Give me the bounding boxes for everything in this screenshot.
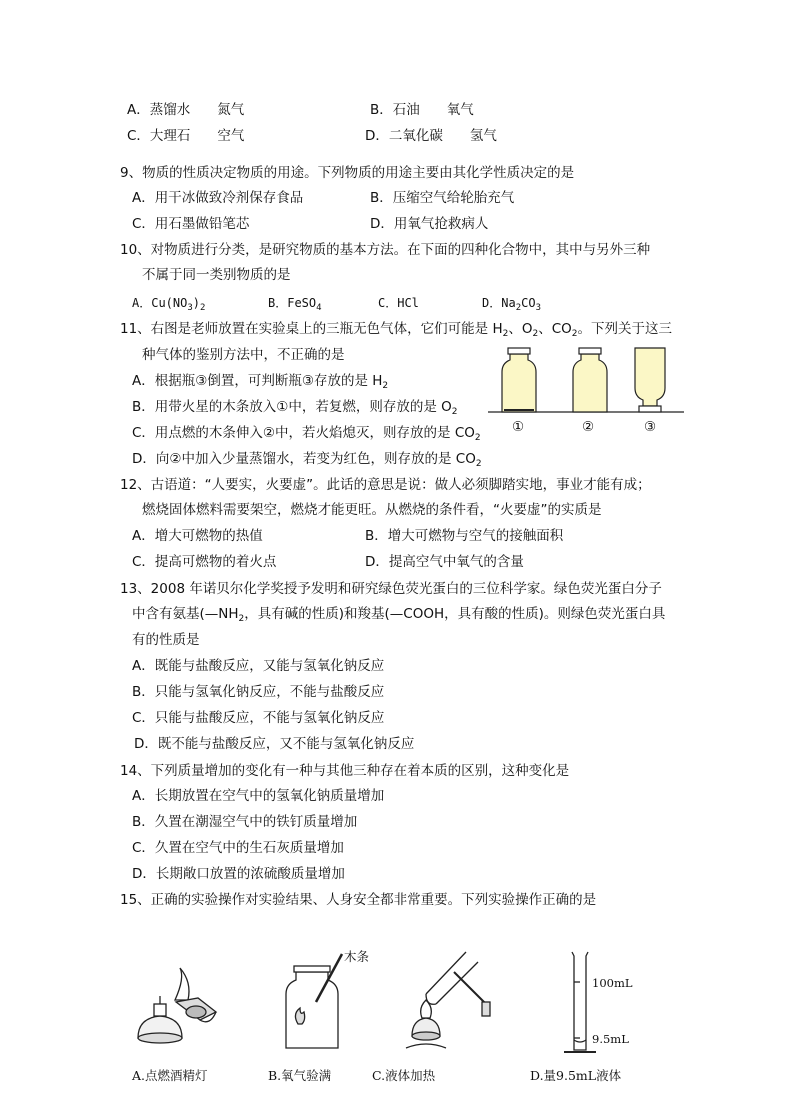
q12-stem-line2: 燃烧固体燃料需要架空，燃烧才能更旺。从燃烧的条件看，“火要虚”的实质是 — [142, 502, 602, 518]
q12-option-c: C．提高可燃物的着火点 — [132, 554, 277, 570]
q10-stem-line1: 10、对物质进行分类，是研究物质的基本方法。在下面的四种化合物中，其中与另外三种 — [120, 242, 651, 258]
q13-option-d: D．既不能与盐酸反应，又不能与氢氧化钠反应 — [134, 736, 415, 752]
q13-option-c: C．只能与盐酸反应，不能与氢氧化钠反应 — [132, 710, 385, 726]
q8-option-b: B．石油 氧气 — [370, 102, 474, 118]
bottle-2-upright — [573, 348, 607, 412]
bottle-3-label: ③ — [644, 419, 657, 435]
q15-stem: 15、正确的实验操作对实验结果、人身安全都非常重要。下列实验操作正确的是 — [120, 892, 597, 908]
q9-stem: 9、物质的性质决定物质的用途。下列物质的用途主要由其化学性质决定的是 — [120, 165, 575, 181]
cylinder-bottom-label: 9.5mL — [592, 1032, 629, 1046]
q9-option-a: A．用干冰做致冷剂保存食品 — [132, 190, 304, 206]
q11-option-a: A．根据瓶③倒置，可判断瓶③存放的是 $H_2$ — [132, 373, 389, 391]
bottle-3-inverted — [635, 348, 665, 412]
q13-stem-line3: 有的性质是 — [132, 632, 200, 648]
q10-option-a: A．$Cu(NO_3)_2$ — [132, 296, 206, 313]
cylinder-top-label: 100mL — [592, 976, 633, 990]
q10-option-c: C．HCl — [378, 296, 419, 310]
caption-c: C.液体加热 — [372, 1068, 436, 1083]
q8-option-d: D．二氧化碳 氢气 — [365, 128, 497, 144]
q11-option-b: B．用带火星的木条放入①中，若复燃，则存放的是 $O_2$ — [132, 399, 458, 417]
q12-option-a: A．增大可燃物的热值 — [132, 528, 263, 544]
q11-option-c: C．用点燃的木条伸入②中，若火焰熄灭，则存放的是 $CO_2$ — [132, 425, 481, 443]
q14-option-b: B．久置在潮湿空气中的铁钉质量增加 — [132, 814, 358, 830]
q12-stem-line1: 12、古语道：“人要实，火要虚”。此话的意思是说：做人必须脚踏实地，事业才能有成； — [120, 477, 651, 493]
q10-option-b: B．FeSO$_4$ — [268, 296, 322, 313]
q14-option-c: C．久置在空气中的生石灰质量增加 — [132, 840, 344, 856]
caption-b: B.氧气验满 — [268, 1068, 332, 1083]
q13-option-a: A．既能与盐酸反应，又能与氢氧化钠反应 — [132, 658, 385, 674]
q9-option-d: D．用氧气抢救病人 — [370, 216, 489, 232]
q12-option-d: D．提高空气中氧气的含量 — [365, 554, 524, 570]
q9-option-b: B．压缩空气给轮胎充气 — [370, 190, 515, 206]
q14-stem: 14、下列质量增加的变化有一种与其他三种存在着本质的区别，这种变化是 — [120, 763, 570, 779]
q11-stem-line1: 11、右图是老师放置在实验桌上的三瓶无色气体，它们可能是 $H_2$、$O_2$、$CO_2$。下列关于这三 — [120, 321, 673, 339]
q10-stem-line2: 不属于同一类别物质的是 — [142, 267, 291, 283]
caption-a: A.点燃酒精灯 — [132, 1068, 208, 1083]
q14-option-d: D．长期敞口放置的浓硫酸质量增加 — [132, 866, 345, 882]
figure-a-lighting-lamp — [130, 968, 230, 1058]
q14-option-a: A．长期放置在空气中的氢氧化钠质量增加 — [132, 788, 385, 804]
q9-option-c: C．用石墨做铅笔芯 — [132, 216, 250, 232]
bottle-2-label: ② — [582, 419, 595, 435]
bottle-1-label: ① — [512, 419, 525, 435]
q8-option-a: A．蒸馏水 氮气 — [127, 102, 245, 118]
bottle-1-upright — [502, 348, 536, 412]
caption-d: D.量9.5mL液体 — [530, 1068, 622, 1083]
q13-stem-line1: 13、2008 年诺贝尔化学奖授予发明和研究绿色荧光蛋白的三位科学家。绿色荧光蛋白分子 — [120, 581, 662, 597]
q10-option-d: D．$Na_2CO_3$ — [482, 296, 541, 313]
q13-option-b: B．只能与氢氧化钠反应，不能与盐酸反应 — [132, 684, 385, 700]
q12-option-b: B．增大可燃物与空气的接触面积 — [365, 528, 564, 544]
q13-stem-line2: 中含有氨基($—NH_2$，具有碱的性质)和羧基(—COOH，具有酸的性质)。则绿色荧光蛋白具 — [132, 606, 666, 624]
q11-stem-line2: 种气体的鉴别方法中，不正确的是 — [142, 347, 345, 363]
figure-c-heating-liquid — [396, 948, 496, 1060]
stick-label: 木条 — [344, 949, 370, 964]
q8-option-c: C．大理石 空气 — [127, 128, 245, 144]
q11-option-d: D．向②中加入少量蒸馏水，若变为红色，则存放的是 $CO_2$ — [132, 451, 482, 469]
